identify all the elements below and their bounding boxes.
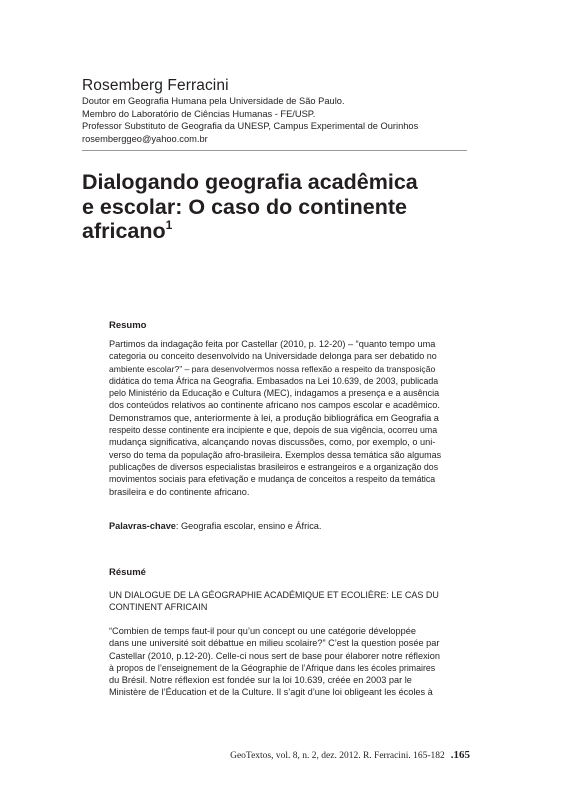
author-name: Rosemberg Ferracini (82, 77, 229, 94)
author-affiliation: Professor Substituto de Geografia da UNESP, Campus Experimental de Ourinhos (82, 121, 419, 131)
resumo-line: didática do tema África na Geografia. Embasados na Lei 10.639, de 2003, publicada (109, 375, 439, 386)
resumo-line: Partimos da indagação feita por Castellar (2010, p. 12-20) – “quanto tempo uma (109, 339, 436, 349)
resumo-line: movimentos sociais para efetivação e mudança de conceitos a respeito da temática (109, 474, 436, 485)
resume-line: Castellar (2010, p.12-20). Celle-ci nous sert de base pour élaborer notre réflexion (109, 650, 440, 661)
resumo-heading: Resumo (109, 320, 147, 331)
title-line-last (82, 219, 472, 244)
resume-line: à propos de l’enseignement de la Géographie de l’Afrique dans les écoles primaires (109, 662, 436, 673)
resume-title-line: CONTINENT AFRICAIN (109, 602, 208, 613)
resume-title (109, 589, 442, 614)
resumo-line: categoria ou conceito desenvolvido na Universidade delonga para ser debatido no (109, 351, 437, 362)
footnote-mark: 1 (165, 218, 173, 232)
author-email: rosemberggeo@yahoo.com.br (82, 133, 208, 144)
keywords-label: Palavras-chave (109, 521, 176, 531)
resume-line: du Brésil. Notre réflexion est fondée sur la loi 10.639, créée en 2003 par le (109, 675, 412, 686)
resume-line: dans une université soit débattue en milieu scolaire?” C’est la question posée par (109, 638, 440, 649)
resumo-line: pelo Ministério da Educação e Cultura (MEC), indagamos a presença e a ausência (109, 388, 440, 399)
title-line: e escolar: O caso do continente (82, 194, 407, 219)
author-affiliation: Membro do Laboratório de Ciências Humanas - FE/USP. (82, 108, 316, 119)
title-line-text: africano (82, 219, 166, 243)
keywords (109, 520, 442, 532)
resumo-line: respeito desse continente era incipiente e que, depois de sua vigência, ocorreu uma (109, 425, 438, 436)
author-block (82, 76, 467, 145)
resume-body (109, 625, 442, 699)
author-affiliation: Doutor em Geografia Humana pela Universidade de São Paulo. (82, 96, 345, 106)
article-title (82, 170, 472, 244)
title-line: Dialogando geografia acadêmica (82, 170, 418, 194)
author-divider (82, 150, 467, 151)
resume-title-line: UN DIALOGUE DE LA GÉOGRAPHIE ACADÉMIQUE ET ECOLIÈRE: LE CAS DU (109, 590, 439, 600)
resumo-line: publicações de diversos especialistas brasileiros e estrangeiros e a organização dos (109, 461, 439, 472)
resumo-line: mudança significativa, alcançando novas discussões, como, por exemplo, o uni- (109, 437, 436, 448)
resumo-body (109, 338, 442, 498)
footer-citation: GeoTextos, vol. 8, n. 2, dez. 2012. R. Ferracini. 165-182 (230, 751, 445, 761)
resume-line: Ministère de l’Éducation et de la Culture. Il s’agit d’une loi obligeant les écoles à (109, 687, 433, 698)
resumo-line: dos conteúdos relativos ao continente africano nos campos escolar e acadêmico. (109, 400, 440, 411)
resumo-line: brasileira e do continente africano. (109, 486, 250, 497)
keywords-line (109, 520, 442, 532)
page-number: .165 (450, 749, 470, 761)
keywords-text: : Geografia escolar, ensino e África. (175, 521, 322, 531)
resume-heading: Résumé (109, 567, 146, 578)
resumo-line: ambiente escolar?” – para desenvolvermos nossa reflexão a respeito da transposição (109, 363, 436, 374)
page-footer (170, 749, 470, 761)
resumo-line: verso do tema da população afro-brasileira. Exemplos dessa temática são algumas (109, 449, 442, 460)
resumo-line: Demonstramos que, anteriormente à lei, a produção bibliográfica em Geografia a (109, 412, 439, 423)
resume-line: “Combien de temps faut-il pour qu’un concept ou une catégorie développée (109, 626, 416, 636)
